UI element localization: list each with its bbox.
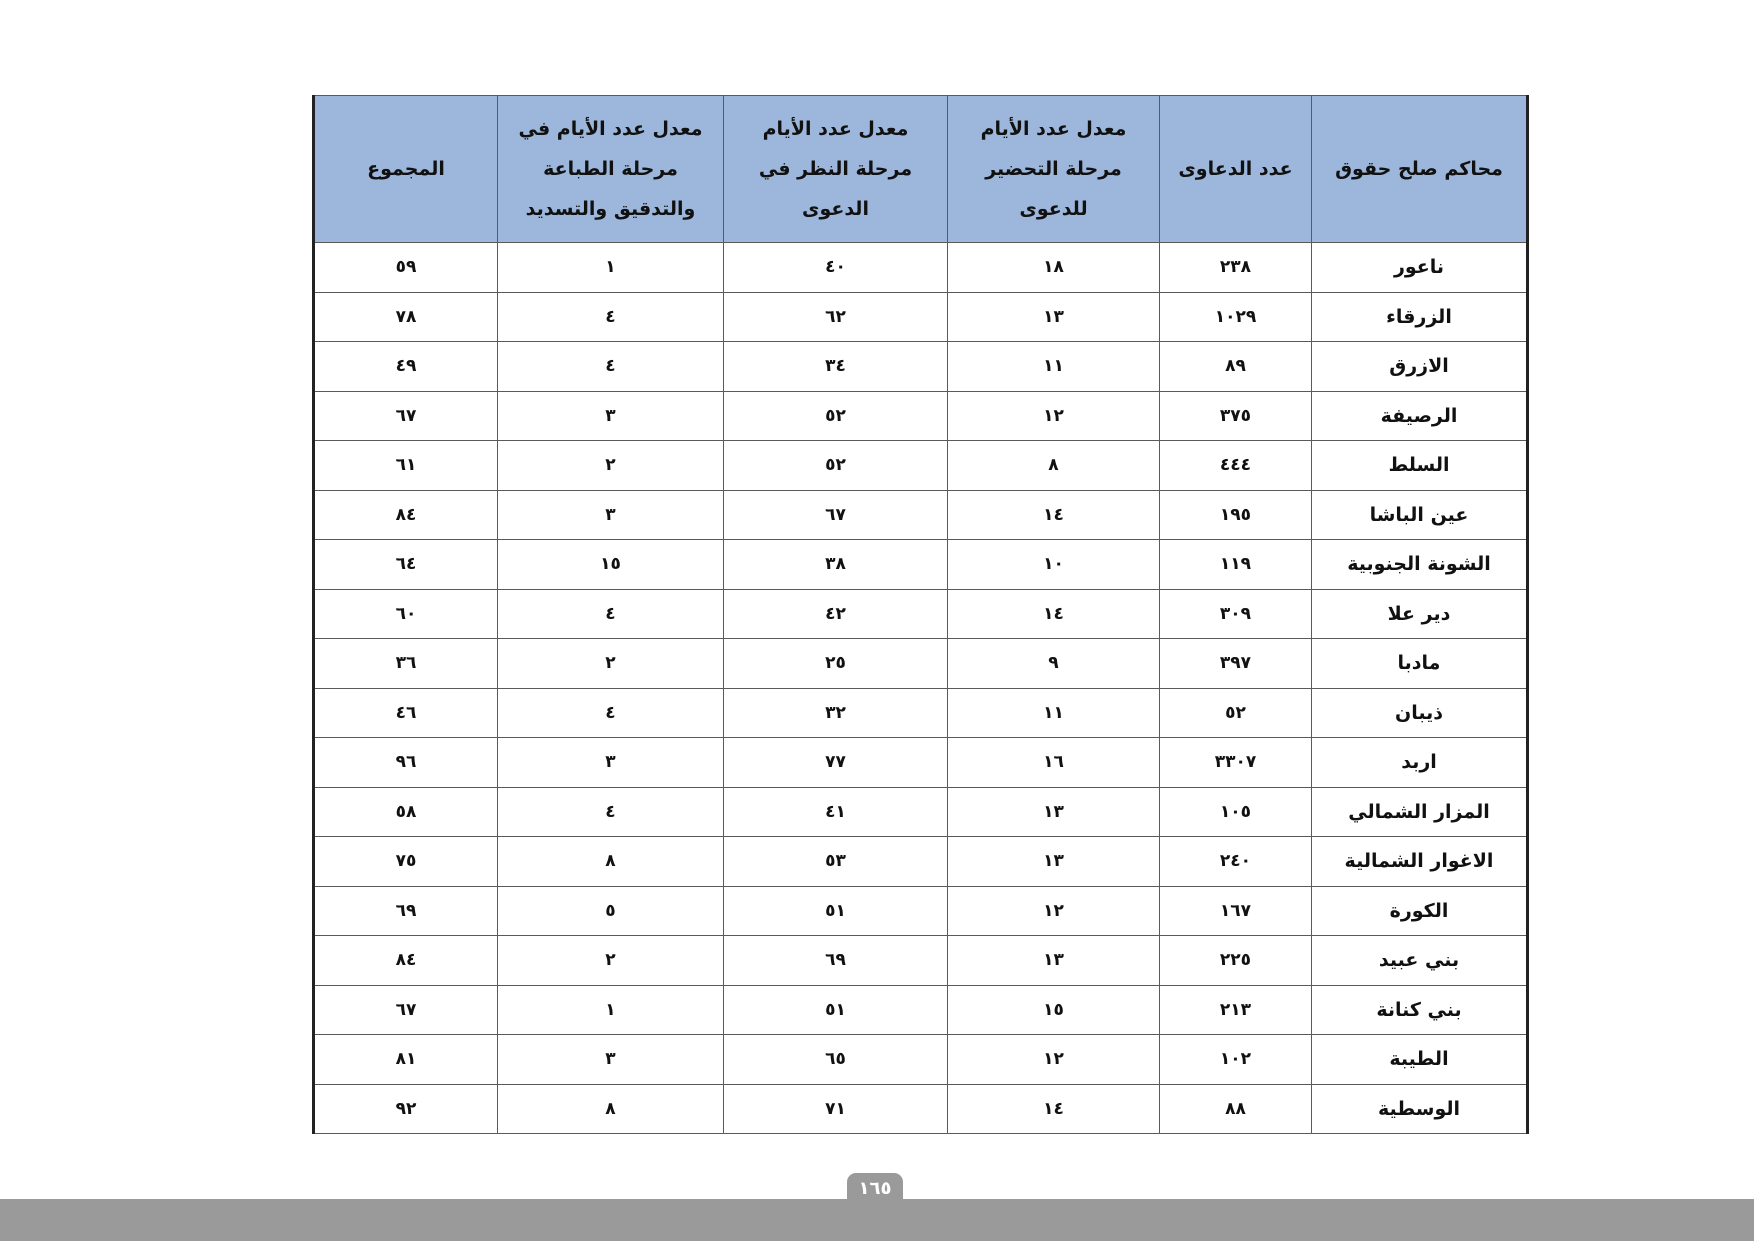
court-name-cell: مادبا: [1312, 639, 1528, 689]
hearing-days-cell: ٤١: [724, 787, 948, 837]
preparation-days-cell: ١٣: [948, 936, 1160, 986]
case-count-cell: ١٠٥: [1160, 787, 1312, 837]
case-count-cell: ٣٧٥: [1160, 391, 1312, 441]
court-name-cell: ذيبان: [1312, 688, 1528, 738]
total-days-cell: ٦١: [314, 441, 498, 491]
page-number: ١٦٥: [847, 1173, 903, 1203]
total-days-cell: ٦٧: [314, 391, 498, 441]
hearing-days-cell: ٥٢: [724, 391, 948, 441]
preparation-days-cell: ١٣: [948, 787, 1160, 837]
court-name-cell: الازرق: [1312, 342, 1528, 392]
court-name-cell: الطيبة: [1312, 1035, 1528, 1085]
hearing-days-cell: ٤٠: [724, 243, 948, 293]
total-days-cell: ٧٨: [314, 292, 498, 342]
court-name-cell: بني كنانة: [1312, 985, 1528, 1035]
preparation-days-cell: ٩: [948, 639, 1160, 689]
total-days-cell: ٩٢: [314, 1084, 498, 1134]
case-count-cell: ٢٢٥: [1160, 936, 1312, 986]
case-count-cell: ٢١٣: [1160, 985, 1312, 1035]
case-count-cell: ١٦٧: [1160, 886, 1312, 936]
total-days-cell: ٧٥: [314, 837, 498, 887]
header-total: المجموع: [314, 96, 498, 243]
table-row: [314, 391, 1528, 441]
hearing-days-cell: ٥٣: [724, 837, 948, 887]
table-row: [314, 886, 1528, 936]
total-days-cell: ٥٨: [314, 787, 498, 837]
case-count-cell: ١٩٥: [1160, 490, 1312, 540]
table-row: [314, 1035, 1528, 1085]
hearing-days-cell: ٥١: [724, 886, 948, 936]
table-body: [314, 243, 1528, 1134]
court-name-cell: الرصيفة: [1312, 391, 1528, 441]
court-name-cell: بني عبيد: [1312, 936, 1528, 986]
preparation-days-cell: ١٤: [948, 490, 1160, 540]
total-days-cell: ٥٩: [314, 243, 498, 293]
preparation-days-cell: ١٤: [948, 589, 1160, 639]
case-count-cell: ١١٩: [1160, 540, 1312, 590]
table-row: [314, 639, 1528, 689]
table-row: [314, 490, 1528, 540]
table-row: [314, 292, 1528, 342]
table-row: [314, 589, 1528, 639]
total-days-cell: ٨٤: [314, 490, 498, 540]
case-count-cell: ٣٠٩: [1160, 589, 1312, 639]
hearing-days-cell: ٦٢: [724, 292, 948, 342]
preparation-days-cell: ١٦: [948, 738, 1160, 788]
court-name-cell: الاغوار الشمالية: [1312, 837, 1528, 887]
preparation-days-cell: ١٤: [948, 1084, 1160, 1134]
total-days-cell: ٣٦: [314, 639, 498, 689]
preparation-days-cell: ٨: [948, 441, 1160, 491]
table-row: [314, 787, 1528, 837]
preparation-days-cell: ١٠: [948, 540, 1160, 590]
total-days-cell: ٦٠: [314, 589, 498, 639]
printing-days-cell: ٤: [498, 688, 724, 738]
printing-days-cell: ٨: [498, 1084, 724, 1134]
court-name-cell: دير علا: [1312, 589, 1528, 639]
preparation-days-cell: ١٥: [948, 985, 1160, 1035]
court-name-cell: الشونة الجنوبية: [1312, 540, 1528, 590]
total-days-cell: ٤٦: [314, 688, 498, 738]
printing-days-cell: ٤: [498, 589, 724, 639]
printing-days-cell: ٣: [498, 738, 724, 788]
printing-days-cell: ٢: [498, 936, 724, 986]
printing-days-cell: ٢: [498, 441, 724, 491]
header-court: محاكم صلح حقوق: [1312, 96, 1528, 243]
case-count-cell: ٣٣٠٧: [1160, 738, 1312, 788]
table-row: [314, 837, 1528, 887]
preparation-days-cell: ١٢: [948, 886, 1160, 936]
printing-days-cell: ٨: [498, 837, 724, 887]
table-row: [314, 688, 1528, 738]
court-name-cell: المزار الشمالي: [1312, 787, 1528, 837]
court-statistics-table: [312, 95, 1529, 1134]
total-days-cell: ٦٤: [314, 540, 498, 590]
preparation-days-cell: ١١: [948, 688, 1160, 738]
case-count-cell: ٨٨: [1160, 1084, 1312, 1134]
table-row: [314, 540, 1528, 590]
hearing-days-cell: ٥١: [724, 985, 948, 1035]
court-statistics-table-container: [312, 95, 1526, 1134]
total-days-cell: ٩٦: [314, 738, 498, 788]
case-count-cell: ٢٣٨: [1160, 243, 1312, 293]
case-count-cell: ٣٩٧: [1160, 639, 1312, 689]
court-name-cell: السلط: [1312, 441, 1528, 491]
footer-band: [0, 1199, 1754, 1241]
preparation-days-cell: ١٢: [948, 1035, 1160, 1085]
printing-days-cell: ٣: [498, 1035, 724, 1085]
hearing-days-cell: ٣٤: [724, 342, 948, 392]
preparation-days-cell: ١٣: [948, 292, 1160, 342]
total-days-cell: ٨٤: [314, 936, 498, 986]
case-count-cell: ٨٩: [1160, 342, 1312, 392]
court-name-cell: ناعور: [1312, 243, 1528, 293]
court-name-cell: الوسطية: [1312, 1084, 1528, 1134]
court-name-cell: الكورة: [1312, 886, 1528, 936]
hearing-days-cell: ٦٥: [724, 1035, 948, 1085]
table-row: [314, 1084, 1528, 1134]
header-case-count: عدد الدعاوى: [1160, 96, 1312, 243]
court-name-cell: اربد: [1312, 738, 1528, 788]
hearing-days-cell: ٣٨: [724, 540, 948, 590]
table-row: [314, 441, 1528, 491]
table-row: [314, 243, 1528, 293]
case-count-cell: ٤٤٤: [1160, 441, 1312, 491]
table-header-row: [314, 96, 1528, 243]
case-count-cell: ٢٤٠: [1160, 837, 1312, 887]
preparation-days-cell: ١٢: [948, 391, 1160, 441]
hearing-days-cell: ٤٢: [724, 589, 948, 639]
header-printing-days: معدل عدد الأيام في مرحلة الطباعة والتدقيق والتسديد: [498, 96, 724, 243]
court-name-cell: الزرقاء: [1312, 292, 1528, 342]
case-count-cell: ١٠٢٩: [1160, 292, 1312, 342]
case-count-cell: ٥٢: [1160, 688, 1312, 738]
printing-days-cell: ٤: [498, 292, 724, 342]
printing-days-cell: ١: [498, 985, 724, 1035]
printing-days-cell: ٤: [498, 787, 724, 837]
printing-days-cell: ٥: [498, 886, 724, 936]
printing-days-cell: ٤: [498, 342, 724, 392]
hearing-days-cell: ٥٢: [724, 441, 948, 491]
hearing-days-cell: ٧١: [724, 1084, 948, 1134]
table-row: [314, 985, 1528, 1035]
preparation-days-cell: ١٨: [948, 243, 1160, 293]
printing-days-cell: ١: [498, 243, 724, 293]
printing-days-cell: ١٥: [498, 540, 724, 590]
header-preparation-days: معدل عدد الأيام مرحلة التحضير للدعوى: [948, 96, 1160, 243]
preparation-days-cell: ١٣: [948, 837, 1160, 887]
table-row: [314, 936, 1528, 986]
preparation-days-cell: ١١: [948, 342, 1160, 392]
hearing-days-cell: ٦٧: [724, 490, 948, 540]
total-days-cell: ٦٧: [314, 985, 498, 1035]
printing-days-cell: ٣: [498, 391, 724, 441]
total-days-cell: ٤٩: [314, 342, 498, 392]
hearing-days-cell: ٣٢: [724, 688, 948, 738]
court-name-cell: عين الباشا: [1312, 490, 1528, 540]
hearing-days-cell: ٢٥: [724, 639, 948, 689]
hearing-days-cell: ٧٧: [724, 738, 948, 788]
printing-days-cell: ٣: [498, 490, 724, 540]
table-row: [314, 738, 1528, 788]
printing-days-cell: ٢: [498, 639, 724, 689]
case-count-cell: ١٠٢: [1160, 1035, 1312, 1085]
hearing-days-cell: ٦٩: [724, 936, 948, 986]
header-hearing-days: معدل عدد الأيام مرحلة النظر في الدعوى: [724, 96, 948, 243]
total-days-cell: ٨١: [314, 1035, 498, 1085]
table-row: [314, 342, 1528, 392]
total-days-cell: ٦٩: [314, 886, 498, 936]
